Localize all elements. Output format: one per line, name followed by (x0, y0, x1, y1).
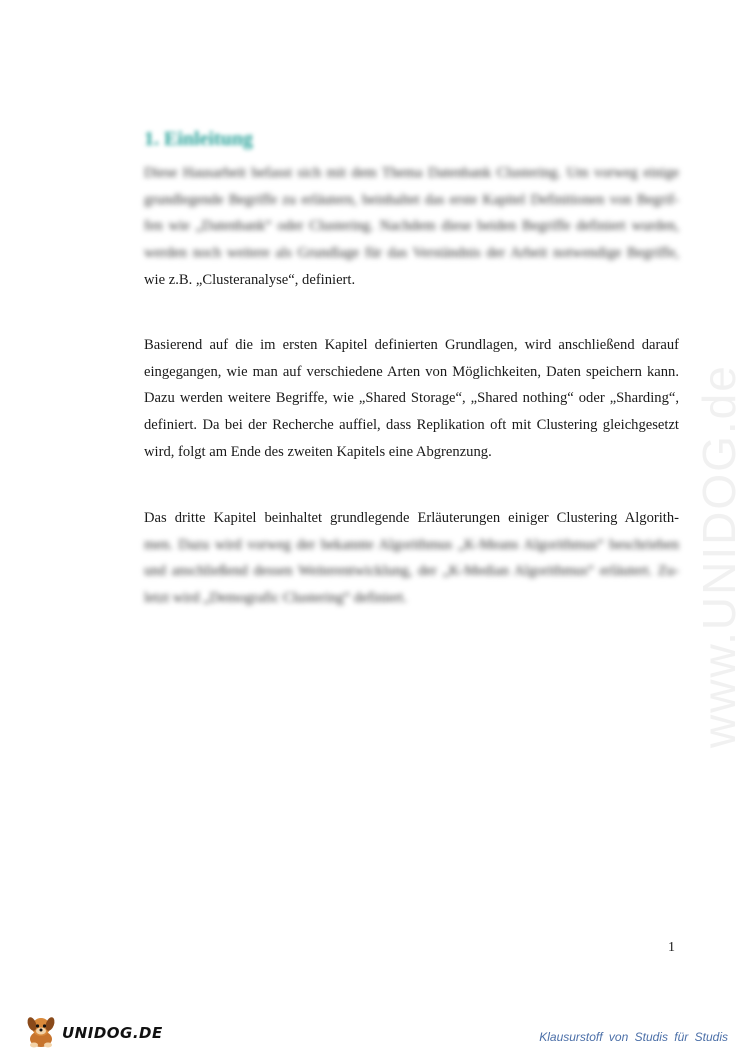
paragraph-algorithms (144, 505, 679, 612)
blurred-text-line: grundlegende Begriffe zu erläutern, beinhaltet das erste Kapitel Definitionen von Begrif- (144, 191, 679, 208)
blurred-text-line: letzt wird „Demografic Clustering“ definiert. (144, 590, 407, 607)
blurred-text-line: fen wie „Datenbank“ oder Clustering. Nachdem diese beiden Begriffe definiert wurden, (144, 218, 679, 235)
blurred-text-line: men. Dazu wird vorweg der bekannte Algorithmus „K-Means Algorithmus“ beschrieben (144, 536, 679, 553)
text-line: Dazu werden weitere Begriffe, wie „Shared Storage“, „Shared nothing“ oder „Sharding“, (144, 390, 679, 407)
text-line: definiert. Da bei der Recherche auffiel, dass Replikation oft mit Clustering gleichgesetzt (144, 417, 679, 434)
text-line: eingegangen, wie man auf verschiedene Arten von Möglichkeiten, Daten speichern kann. (144, 363, 679, 380)
text-line: Basierend auf die im ersten Kapitel definierten Grundlagen, wird anschließend darauf (144, 337, 679, 353)
text-line: wird, folgt am Ende des zweiten Kapitels eine Abgrenzung. (144, 443, 492, 460)
page-number: 1 (668, 940, 675, 955)
text-line: Das dritte Kapitel beinhaltet grundlegende Erläuterungen einiger Clustering Algorith- (144, 510, 679, 526)
dog-mascot-icon (22, 1012, 60, 1055)
section-heading: 1. Einleitung (144, 128, 253, 150)
unidog-logo[interactable] (22, 1013, 163, 1053)
blurred-text-line: Diese Hausarbeit befasst sich mit dem Thema Datenbank Clustering. Um vorweg einige (144, 165, 679, 181)
blurred-text-line: werden noch weitere als Grundlage für das Verständnis der Arbeit notwendige Begriffe, (144, 245, 679, 262)
watermark-text: www.UNIDOG.de (693, 364, 745, 748)
logo-text: UNIDOG.DE (62, 1024, 163, 1042)
paragraph-storage (144, 332, 679, 466)
blurred-text-line: und anschließend dessen Weiterentwicklung, der „K-Median Algorithmus“ erläutert. Zu- (144, 563, 679, 580)
text-line: wie z.B. „Clusteranalyse“, definiert. (144, 271, 356, 288)
paragraph-introduction (144, 160, 679, 294)
footer-tagline: Klausurstoff von Studis für Studis (539, 1030, 728, 1044)
